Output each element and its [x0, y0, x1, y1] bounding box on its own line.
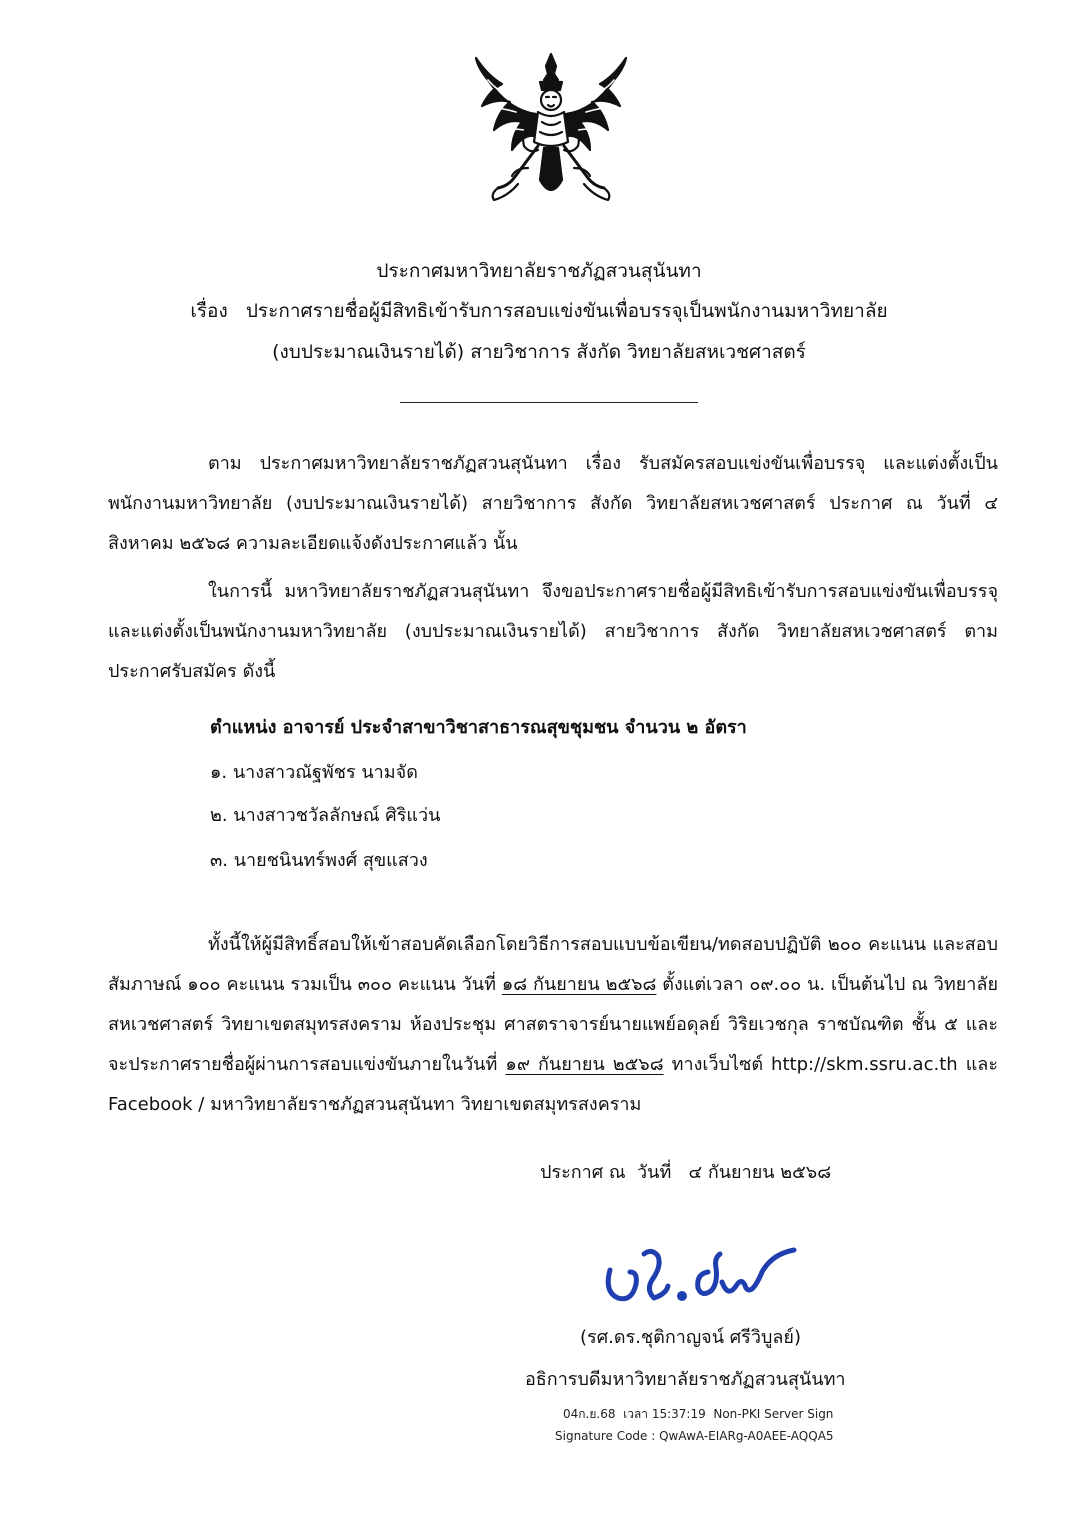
header-divider	[400, 402, 698, 403]
signer-title: อธิการบดีมหาวิทยาลัยราชภัฏสวนสุนันทา	[525, 1369, 846, 1390]
candidate-item: ๒. นางสาวชวัลลักษณ์ ศิริแว่น	[210, 805, 441, 826]
candidate-item: ๑. นางสาวณัฐพัชร นามจัด	[210, 762, 418, 783]
paragraph-announcement-text: ในการนี้ มหาวิทยาลัยราชภัฏสวนสุนันทา จึงขอประกาศรายชื่อผู้มีสิทธิเข้ารับการสอบแข่งขันเพื่อบรรจุ และแต่งตั้งเป็นพนักงานมหาวิทยาลัย (งบประมาณเงินรายได้) สายวิชาการ สังกัด วิทยาลัยสหเวชศาสตร์ ตามประกาศรับสมัคร ดังนี้	[108, 581, 998, 682]
handwritten-signature	[596, 1232, 806, 1312]
garuda-emblem-icon	[468, 50, 634, 206]
signer-name: (รศ.ดร.ชุติกาญจน์ ศรีวิบูลย์)	[580, 1327, 801, 1348]
exam-details-text-b: ตั้งแต่เวลา ๐๙.๐๐ น. เป็นต้นไป ณ วิทยาลัยสหเวชศาสตร์ วิทยาเขตสมุทรสงคราม ห้องประชุม ศาสตราจารย์นายแพย์อดุลย์ วิริยเวชกุล ราชบัณฑิต ชั้น ๕ และจะประกาศรายชื่อผู้ผ่านการสอบแข่งขันภายในวันที่	[108, 974, 998, 1075]
issuer-heading: ประกาศมหาวิทยาลัยราชภัฏสวนสุนันทา	[376, 260, 702, 282]
paragraph-reference-text: ตาม ประกาศมหาวิทยาลัยราชภัฏสวนสุนันทา เรื่อง รับสมัครสอบแข่งขันเพื่อบรรจุ และแต่งตั้งเป็นพนักงานมหาวิทยาลัย (งบประมาณเงินรายได้) สายวิชาการ สังกัด วิทยาลัยสหเวชศาสตร์ ประกาศ ณ วันที่ ๔ สิงหาคม ๒๕๖๘ ความละเอียดแจ้งดังประกาศแล้ว นั้น	[108, 453, 998, 554]
exam-details-text-c: ทางเว็บไซต์ http://skm.ssru.ac.th และ Facebook / มหาวิทยาลัยราชภัฏสวนสุนันทา วิทยาเขตสมุทรสงคราม	[108, 1054, 998, 1115]
exam-date: ๑๘ กันยายน ๒๕๖๘	[501, 974, 657, 995]
paragraph-reference	[108, 444, 998, 564]
paragraph-exam-details	[108, 925, 998, 1125]
signature-code: Signature Code : QwAwA-EIARg-A0AEE-AQQA5	[555, 1429, 834, 1443]
sign-timestamp: 04ก.ย.68 เวลา 15:37:19 Non-PKI Server Sign	[563, 1407, 834, 1421]
subject-continuation: (งบประมาณเงินรายได้) สายวิชาการ สังกัด วิทยาลัยสหเวชศาสตร์	[272, 341, 806, 363]
position-heading: ตำแหน่ง อาจารย์ ประจำสาขาวิชาสาธารณสุขชุมชน จำนวน ๒ อัตรา	[210, 717, 747, 738]
result-date: ๑๙ กันยายน ๒๕๖๘	[505, 1054, 664, 1075]
paragraph-announcement	[108, 572, 998, 692]
subject-line: เรื่อง ประกาศรายชื่อผู้มีสิทธิเข้ารับการสอบแข่งขันเพื่อบรรจุเป็นพนักงานมหาวิทยาลัย	[190, 300, 888, 322]
announce-date: ประกาศ ณ วันที่ ๔ กันยายน ๒๕๖๘	[540, 1162, 832, 1183]
exam-details-text-a: ทั้งนี้ให้ผู้มีสิทธิ์สอบให้เข้าสอบคัดเลือกโดยวิธีการสอบแบบข้อเขียน/ทดสอบปฏิบัติ ๒๐๐ คะแนน และสอบสัมภาษณ์ ๑๐๐ คะแนน รวมเป็น ๓๐๐ คะแนน วันที่	[108, 934, 998, 995]
candidate-item: ๓. นายชนินทร์พงศ์ สุขแสวง	[210, 850, 428, 871]
